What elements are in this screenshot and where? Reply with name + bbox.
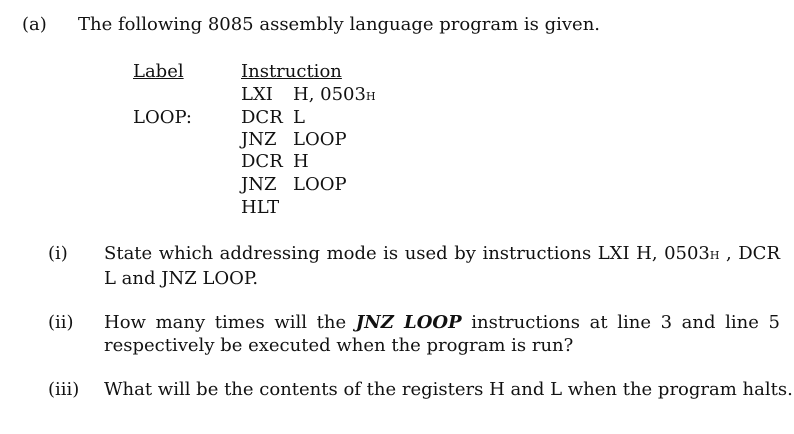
instruction-operand: L bbox=[293, 107, 305, 128]
instruction-mnemonic: LXI bbox=[241, 84, 273, 105]
instruction-mnemonic: HLT bbox=[241, 197, 280, 218]
subquestion-text: What will be the contents of the registers H and L when the program halts. bbox=[104, 379, 793, 400]
subquestion-text bbox=[104, 242, 780, 290]
label-column-header: Label bbox=[133, 61, 184, 82]
subquestion-text-part: , DCR L and JNZ LOOP. bbox=[104, 243, 780, 289]
instruction-line bbox=[241, 107, 305, 128]
instruction-column-header: Instruction bbox=[241, 61, 342, 82]
subquestion-text-part: How many times will the bbox=[104, 312, 356, 333]
instruction-mnemonic: DCR bbox=[241, 107, 283, 128]
instruction-mnemonic: DCR bbox=[241, 151, 283, 172]
question-label: (a) bbox=[22, 14, 47, 35]
instruction-operand: LOOP bbox=[293, 174, 347, 195]
subquestion-number: (ii) bbox=[48, 312, 74, 333]
instruction-mnemonic: JNZ bbox=[241, 174, 277, 195]
subquestion-number: (i) bbox=[48, 243, 68, 264]
instruction-line bbox=[241, 174, 347, 195]
instruction-line bbox=[241, 84, 376, 105]
subquestion-number: (iii) bbox=[48, 379, 80, 400]
subquestion-text bbox=[104, 311, 780, 357]
hex-suffix: H bbox=[709, 249, 720, 262]
subquestion-text-part: instructions at line 3 and line 5 respectively be executed when the program is run? bbox=[104, 312, 781, 356]
instruction-mnemonic: JNZ bbox=[241, 129, 277, 150]
question-intro: The following 8085 assembly language program is given. bbox=[78, 14, 601, 35]
hex-suffix: H bbox=[365, 90, 376, 103]
instruction-line bbox=[241, 151, 309, 172]
instruction-operand: H, 0503 bbox=[293, 84, 366, 105]
subquestion-text-part: State which addressing mode is used by instructions LXI H, 0503 bbox=[104, 243, 710, 264]
instruction-operand: LOOP bbox=[293, 129, 347, 150]
instruction-operand: H bbox=[293, 151, 309, 172]
instruction-line bbox=[241, 129, 347, 150]
loop-label: LOOP: bbox=[133, 107, 193, 128]
instruction-line bbox=[241, 197, 293, 218]
emphasized-instruction: JNZ LOOP bbox=[355, 312, 462, 333]
